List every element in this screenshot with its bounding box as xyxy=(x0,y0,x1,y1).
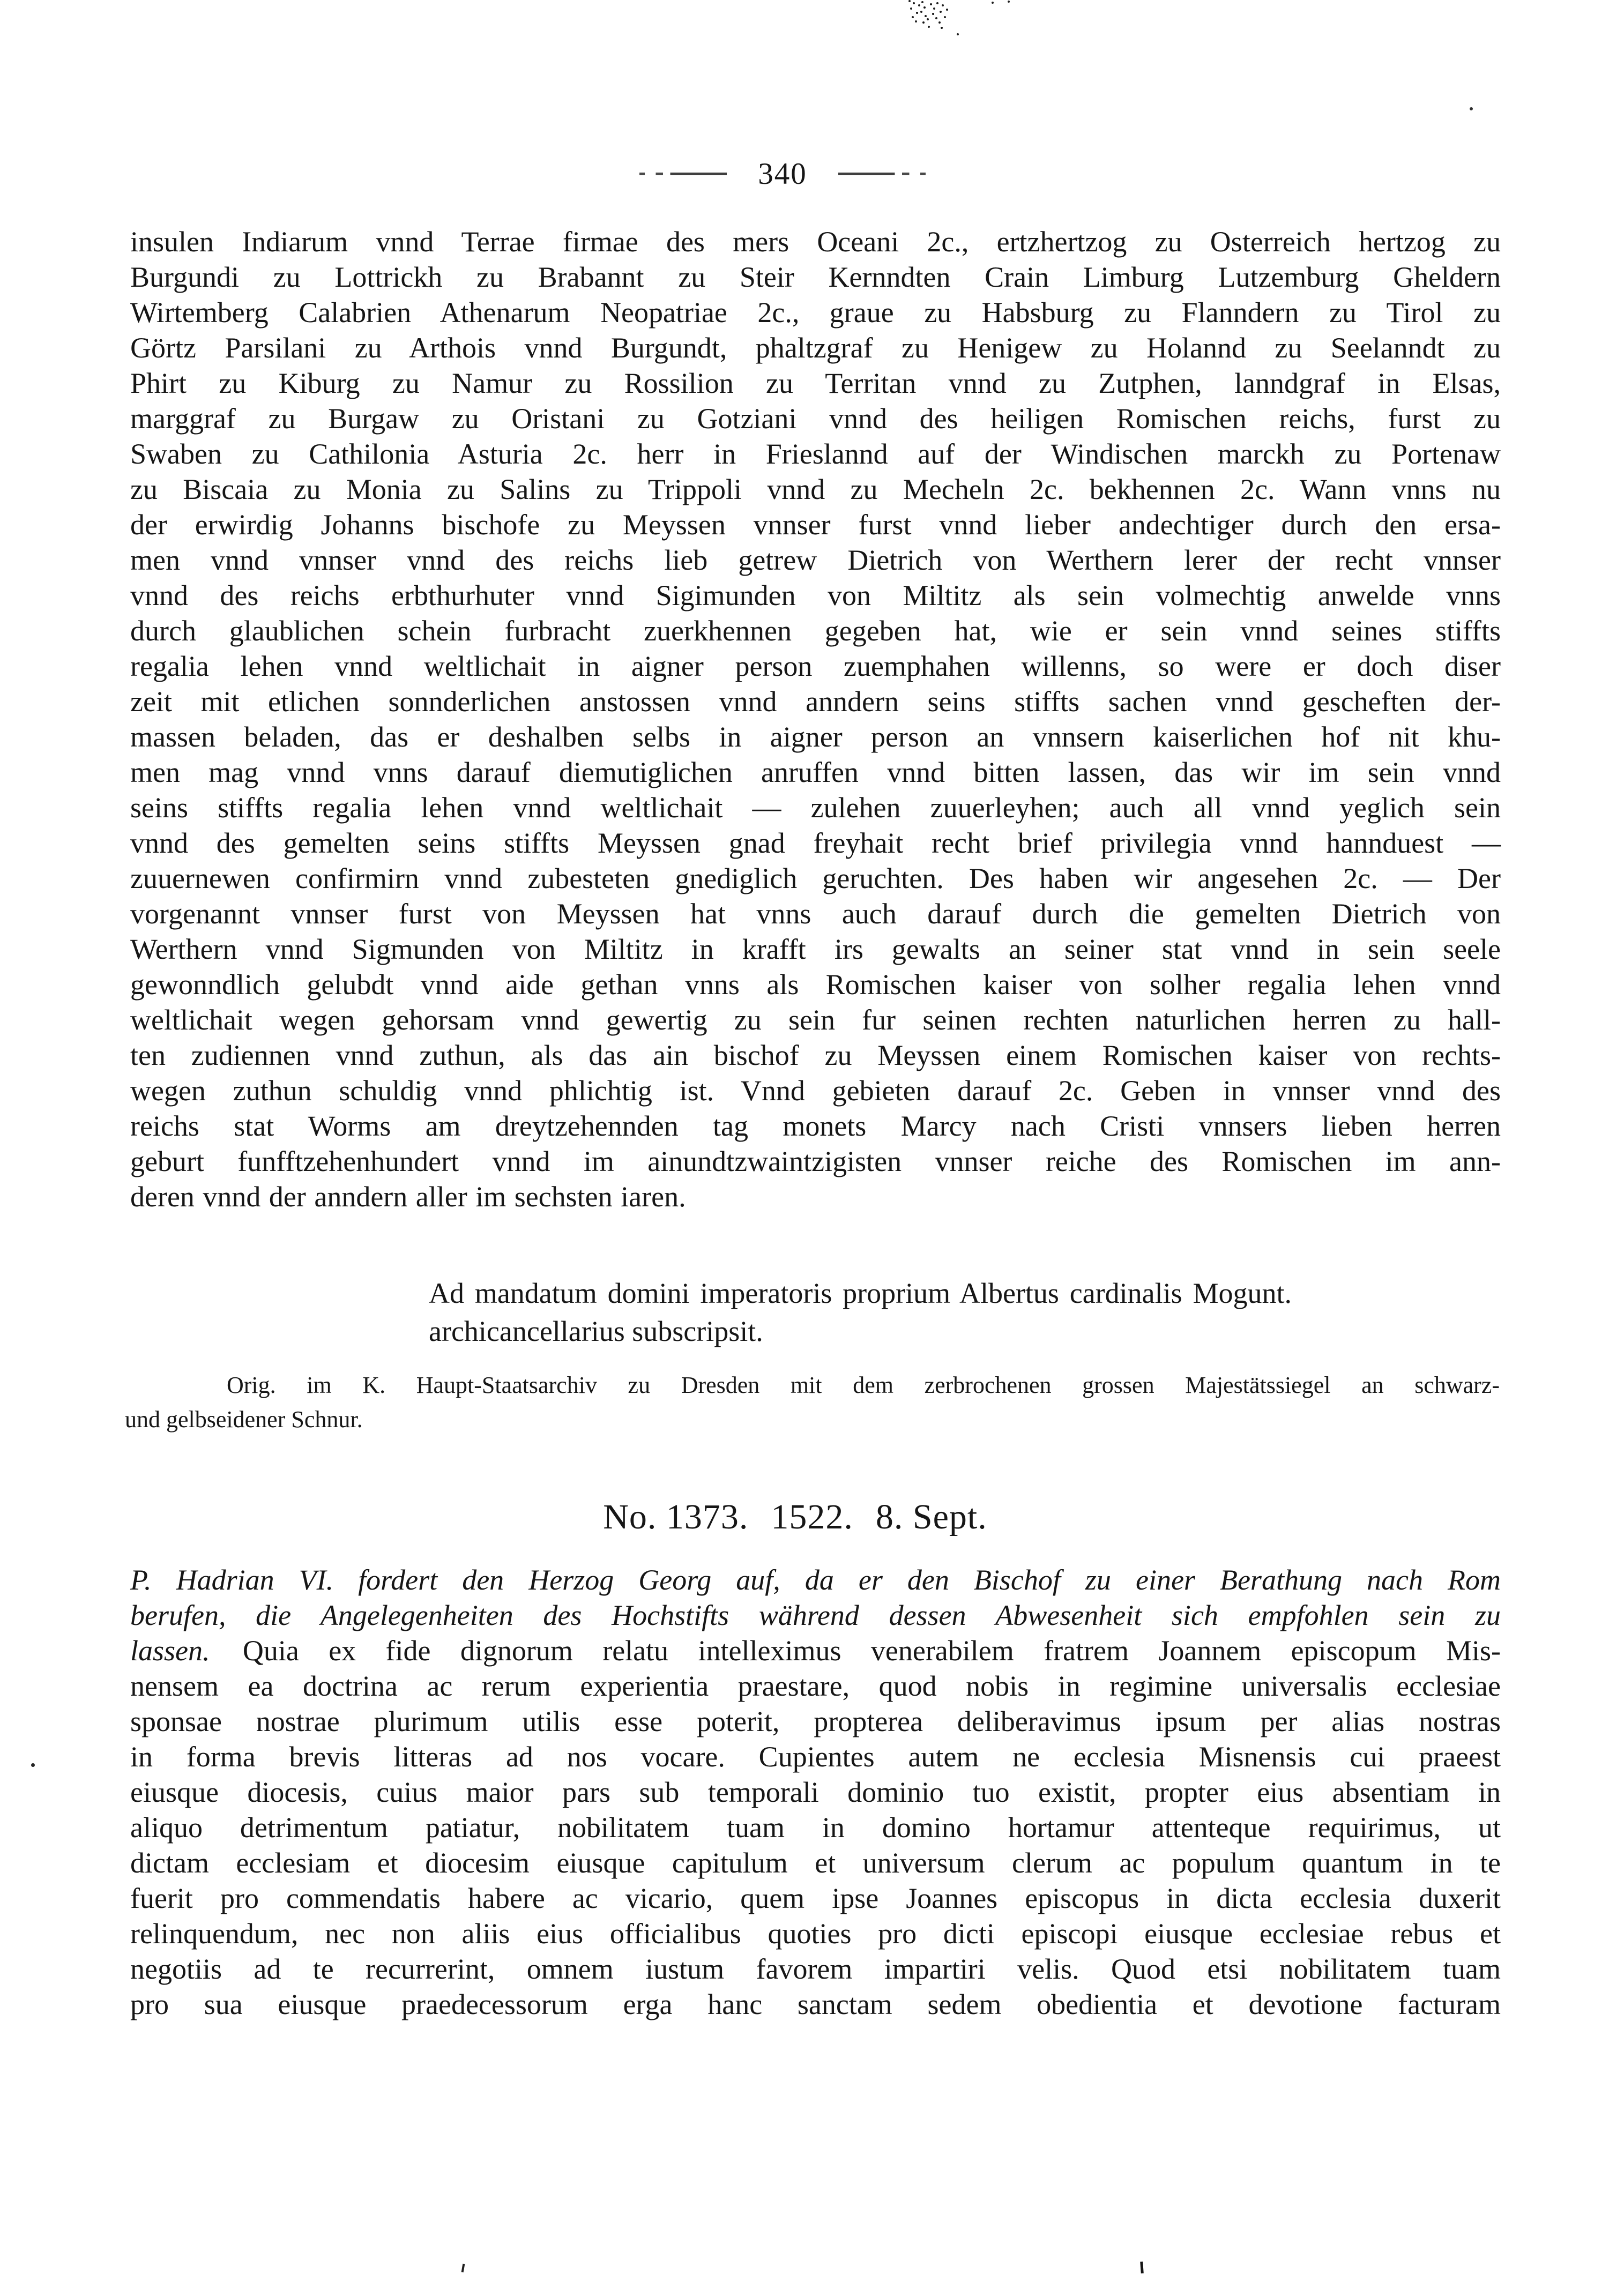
text-line: durch glaublichen schein furbracht zuerkhennen gegeben hat, wie er sein vnnd seines stiffts xyxy=(130,615,1501,647)
scan-dot-artifact xyxy=(31,1763,35,1767)
document-year: 1522. xyxy=(771,1497,853,1536)
source-note xyxy=(125,1368,1500,1437)
text-line: Werthern vnnd Sigmunden von Miltitz in krafft irs gewalts an seiner stat vnnd in sein seele xyxy=(130,933,1501,965)
text-line: regalia lehen vnnd weltlichait in aigner person zuemphahen willenns, so were er doch diser xyxy=(130,650,1501,682)
signature-block xyxy=(429,1274,1292,1351)
text-line: men mag vnnd vnns darauf diemutiglichen anruffen vnnd bitten lassen, das wir im sein vnnd xyxy=(130,756,1501,788)
text-line: men vnnd vnnser vnnd des reichs lieb getrew Dietrich von Werthern lerer der recht vnnser xyxy=(130,544,1501,576)
regest-end: lassen. xyxy=(130,1635,210,1667)
text-line: Phirt zu Kiburg zu Namur zu Rossilion zu Territan vnnd zu Zutphen, lanndgraf in Elsas, xyxy=(130,367,1501,399)
text-line: gewonndlich gelubdt vnnd aide gethan vnns als Romischen kaiser von solher regalia lehen vnnd xyxy=(130,968,1501,1001)
signature-line: Ad mandatum domini imperatoris proprium Albertus cardinalis Mogunt. xyxy=(429,1277,1292,1309)
regest-lines xyxy=(130,1562,1501,1633)
text-line: zeit mit etlichen sonnderlichen anstossen vnnd anndern seins stiffts sachen vnnd gescheften der- xyxy=(130,685,1501,718)
source-note-line: und gelbseidener Schnur. xyxy=(125,1406,363,1433)
text-line: dictam ecclesiam et diocesim eiusque capitulum et universum clerum ac populum quantum in te xyxy=(130,1847,1501,1879)
text-line: weltlichait wegen gehorsam vnnd gewertig zu sein fur seinen rechten naturlichen herren zu hall- xyxy=(130,1004,1501,1036)
text-line: fuerit pro commendatis habere ac vicario, quem ipse Joannes episcopus in dicta ecclesia duxerit xyxy=(130,1882,1501,1914)
text-line: wegen zuthun schuldig vnnd phlichtig ist. Vnnd gebieten darauf 2c. Geben in vnnser vnnd des xyxy=(130,1075,1501,1107)
text-line: massen beladen, das er deshalben selbs in aigner person an vnnsern kaiserlichen hof nit khu- xyxy=(130,721,1501,753)
text-line: deren vnnd der anndern aller im sechsten iaren. xyxy=(130,1181,686,1213)
page-number: 340 xyxy=(758,157,807,191)
signature-line: archicancellarius subscripsit. xyxy=(429,1315,763,1347)
text-line: marggraf zu Burgaw zu Oristani zu Gotziani vnnd des heiligen Romischen reichs, furst zu xyxy=(130,402,1501,435)
text-line: insulen Indiarum vnnd Terrae firmae des mers Oceani 2c., ertzhertzog zu Osterreich hertzog zu xyxy=(130,226,1501,258)
text-line: berufen, die Angelegenheiten des Hochstifts während dessen Abwesenheit sich empfohlen sein zu xyxy=(130,1599,1501,1631)
text-line: nensem ea doctrina ac rerum experientia praestare, quod nobis in regimine universalis ecclesiae xyxy=(130,1670,1501,1702)
page-header xyxy=(0,159,1595,189)
document-1-body-text xyxy=(130,224,1501,1214)
text-line: Wirtemberg Calabrien Athenarum Neopatriae 2c., graue zu Habsburg zu Flanndern zu Tirol zu xyxy=(130,296,1501,329)
document-2-body-text xyxy=(130,1562,1501,2022)
text-line: negotiis ad te recurrerint, omnem iustum favorem impartiri velis. Quod etsi nobilitatem tuam xyxy=(130,1953,1501,1985)
text-line: aliquo detrimentum patiatur, nobilitatem tuam in domino hortamur attenteque requirimus, ut xyxy=(130,1811,1501,1844)
scan-dot-artifact xyxy=(1470,107,1473,110)
text-line: pro sua eiusque praedecessorum erga hanc sanctam sedem obedientia et devotione facturam xyxy=(130,1988,1501,2020)
text-line: sponsae nostrae plurimum utilis esse poterit, propterea deliberavimus ipsum per alias nostras xyxy=(130,1705,1501,1737)
text-line: Burgundi zu Lottrickh zu Brabannt zu Steir Kernndten Crain Limburg Lutzemburg Gheldern xyxy=(130,261,1501,293)
text-line: seins stiffts regalia lehen vnnd weltlichait — zulehen zuuerleyhen; auch all vnnd yeglich sein xyxy=(130,792,1501,824)
text-line: Görtz Parsilani zu Arthois vnnd Burgundt, phaltzgraf zu Henigew zu Holannd zu Seelanndt zu xyxy=(130,332,1501,364)
text-line: vnnd des reichs erbthurhuter vnnd Sigimunden von Miltitz als sein volmechtig anwelde vnns xyxy=(130,579,1501,611)
text-line: relinquendum, nec non aliis eius officialibus quoties pro dicti episcopi eiusque ecclesiae rebus et xyxy=(130,1918,1501,1950)
text-line: eiusque diocesis, cuius maior pars sub temporali dominio tuo existit, propter eius absentiam in xyxy=(130,1776,1501,1808)
latin-lines xyxy=(130,1668,1501,2022)
text-line: zuuernewen confirmirn vnnd zubesteten gnediglich geruchten. Des haben wir angesehen 2c. — Der xyxy=(130,862,1501,894)
latin-start: Quia ex fide dignorum relatu intelleximus venerabilem fratrem Joannem episcopum Mis- xyxy=(242,1635,1501,1667)
text-line: geburt funfftzehenhundert vnnd im ainundtzwaintzigisten vnnser reiche des Romischen im ann- xyxy=(130,1145,1501,1177)
page-number-rule-right xyxy=(838,173,929,175)
page-number-rule-left xyxy=(636,173,727,175)
text-line: Swaben zu Cathilonia Asturia 2c. herr in Frieslannd auf der Windischen marckh zu Portenaw xyxy=(130,438,1501,470)
text-line xyxy=(130,1633,1501,1668)
scan-tick-artifact xyxy=(461,2264,465,2272)
document-number: No. 1373. xyxy=(603,1497,749,1536)
text-line: P. Hadrian VI. fordert den Herzog Georg auf, da er den Bischof zu einer Berathung nach Rom xyxy=(130,1564,1501,1596)
scan-tick-artifact xyxy=(1140,2262,1144,2273)
text-line: ten zudiennen vnnd zuthun, als das ain bischof zu Meyssen einem Romischen kaiser von rechts- xyxy=(130,1039,1501,1071)
text-line: vorgenannt vnnser furst von Meyssen hat vnns auch darauf durch die gemelten Dietrich von xyxy=(130,898,1501,930)
text-line: in forma brevis litteras ad nos vocare. Cupientes autem ne ecclesia Misnensis cui praeest xyxy=(130,1741,1501,1773)
document-date: 8. Sept. xyxy=(875,1497,987,1536)
text-line: reichs stat Worms am dreytzehennden tag monets Marcy nach Cristi vnnsers lieben herren xyxy=(130,1110,1501,1142)
text-line: vnnd des gemelten seins stiffts Meyssen gnad freyhait recht brief privilegia vnnd hannduest — xyxy=(130,827,1501,859)
text-line: der erwirdig Johanns bischofe zu Meyssen vnnser furst vnnd lieber andechtiger durch den ersa- xyxy=(130,509,1501,541)
scan-speckle-artifact xyxy=(908,0,911,2)
document-2-heading xyxy=(110,1497,1480,1536)
source-note-line: Orig. im K. Haupt-Staatsarchiv zu Dresden mit dem zerbrochenen grossen Majestätssiegel an schwarz- xyxy=(227,1372,1500,1398)
text-line: zu Biscaia zu Monia zu Salins zu Trippoli vnnd zu Mecheln 2c. bekhennen 2c. Wann vnns nu xyxy=(130,473,1501,505)
